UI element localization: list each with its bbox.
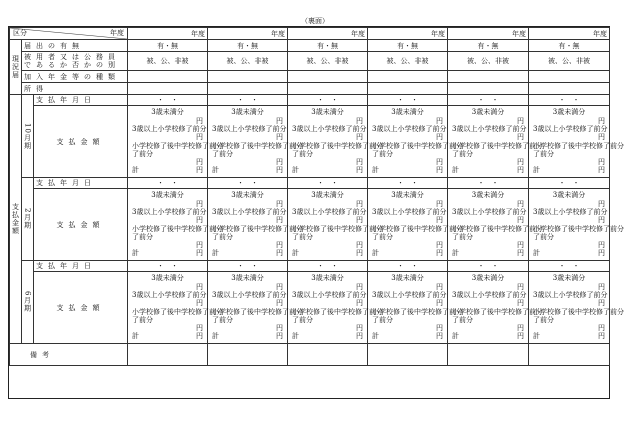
pre-primary-label: 3歳以上小学校修了前分: [372, 290, 447, 299]
under3-label: 3歳未満分: [231, 108, 264, 117]
yen-label: 円: [196, 216, 203, 225]
pay-date-1-5: ・ ・: [529, 178, 610, 189]
biko-cell-4: [448, 344, 529, 366]
pay-date-1-4: ・ ・: [448, 178, 529, 189]
pay-date-2-5: ・ ・: [529, 261, 610, 272]
yen-label: 円: [276, 199, 283, 208]
total-label: 計: [533, 249, 540, 258]
total-label: 計: [292, 249, 299, 258]
yen-label: 円: [276, 282, 283, 291]
yen-label: 円: [598, 133, 605, 142]
yen-label: 円: [598, 282, 605, 291]
yen-label: 円: [517, 249, 524, 258]
pay-date-2-4: ・ ・: [448, 261, 529, 272]
post-primary-label-cont: 了前分: [372, 232, 393, 241]
post-primary-label-cont: 了前分: [372, 149, 393, 158]
pre-primary-label: 3歳以上小学校修了前分: [212, 124, 287, 133]
yen-label: 円: [517, 116, 524, 125]
period-label-0: 10月期: [22, 95, 34, 178]
total-label: 計: [372, 166, 379, 175]
todokede-label: 届出の有無: [22, 40, 128, 52]
total-label: 計: [292, 332, 299, 341]
yen-label: 円: [276, 166, 283, 175]
post-primary-label: 小学校修了後中学校修了前分: [292, 307, 383, 316]
pay-cell-0-1: [208, 106, 303, 178]
under3-label: 3歳未満分: [151, 108, 184, 117]
post-primary-label: 小学校修了後中学校修了前分: [372, 307, 463, 316]
pay-cell-2-1: [208, 272, 303, 344]
yen-label: 円: [517, 299, 524, 308]
nendo-label: 年度: [110, 29, 124, 37]
yen-label: 円: [276, 241, 283, 250]
post-primary-label: 小学校修了後中学校修了前分: [452, 307, 543, 316]
post-primary-label: 小学校修了後中学校修了前分: [452, 141, 543, 150]
total-label: 計: [533, 166, 540, 175]
under3-label: 3歳未満分: [311, 274, 344, 283]
pre-primary-label: 3歳以上小学校修了前分: [292, 290, 367, 299]
yen-label: 円: [598, 116, 605, 125]
pay-cell-0-2: [288, 106, 383, 178]
yen-label: 円: [517, 324, 524, 333]
biko-cell-0: [128, 344, 208, 366]
total-label: 計: [292, 166, 299, 175]
yen-label: 円: [196, 282, 203, 291]
shotoku-cell-5: [529, 83, 610, 95]
yen-label: 円: [436, 158, 443, 167]
biko-cell-2: [288, 344, 368, 366]
pay-date-0-1: ・ ・: [208, 95, 288, 106]
post-primary-label-cont: 了前分: [533, 232, 554, 241]
under3-label: 3歳未満分: [391, 274, 424, 283]
pay-cell-2-4: [448, 272, 543, 344]
post-primary-label-cont: 了前分: [292, 149, 313, 158]
form-frame: [8, 26, 624, 399]
post-primary-label: 小学校修了後中学校修了前分: [292, 224, 383, 233]
hiyosha-label: 被用者又は公務員であるか否かの別: [22, 52, 128, 71]
post-primary-label: 小学校修了後中学校修了前分: [533, 224, 624, 233]
hiyosha-value-2: 被、公、非被: [288, 52, 368, 71]
yen-label: 円: [276, 133, 283, 142]
under3-label: 3歳未満分: [311, 108, 344, 117]
total-label: 計: [212, 166, 219, 175]
yen-label: 円: [196, 241, 203, 250]
yen-label: 円: [598, 324, 605, 333]
yen-label: 円: [356, 299, 363, 308]
pre-primary-label: 3歳以上小学校修了前分: [212, 207, 287, 216]
post-primary-label-cont: 了前分: [533, 315, 554, 324]
yen-label: 円: [436, 241, 443, 250]
yen-label: 円: [598, 216, 605, 225]
yen-label: 円: [196, 299, 203, 308]
shiharai-nengappi-label: 支払年月日: [34, 95, 128, 106]
pay-cell-2-0: [128, 272, 223, 344]
post-primary-label: 小学校修了後中学校修了前分: [212, 307, 303, 316]
pay-cell-2-5: [529, 272, 624, 344]
yen-label: 円: [436, 133, 443, 142]
pay-date-1-2: ・ ・: [288, 178, 368, 189]
pre-primary-label: 3歳以上小学校修了前分: [452, 290, 527, 299]
pay-date-0-2: ・ ・: [288, 95, 368, 106]
post-primary-label: 小学校修了後中学校修了前分: [212, 224, 303, 233]
pay-date-1-3: ・ ・: [368, 178, 448, 189]
hiyosha-value-0: 被、公、非被: [128, 52, 208, 71]
yen-label: 円: [436, 299, 443, 308]
pay-cell-0-4: [448, 106, 543, 178]
yen-label: 円: [356, 216, 363, 225]
post-primary-label-cont: 了前分: [452, 315, 473, 324]
yen-label: 円: [196, 166, 203, 175]
total-label: 計: [212, 332, 219, 341]
hiyosha-value-4: 被、公、非被: [448, 52, 529, 71]
under3-label: 3歳未満分: [231, 274, 264, 283]
yen-label: 円: [436, 116, 443, 125]
genkyo-label: 現況届: [10, 40, 22, 95]
kanyu-label: 加入年金等の種類: [22, 71, 128, 83]
post-primary-label: 小学校修了後中学校修了前分: [372, 141, 463, 150]
pay-cell-1-0: [128, 189, 223, 261]
pay-date-2-1: ・ ・: [208, 261, 288, 272]
pre-primary-label: 3歳以上小学校修了前分: [372, 124, 447, 133]
yen-label: 円: [598, 241, 605, 250]
todokede-value-5: 有・無: [529, 40, 610, 52]
year-header-4: 年度: [448, 28, 529, 40]
yen-label: 円: [356, 133, 363, 142]
yen-label: 円: [436, 332, 443, 341]
yen-label: 円: [196, 332, 203, 341]
shotoku-cell-4: [448, 83, 529, 95]
under3-label: 3歳未満分: [391, 191, 424, 200]
post-primary-label-cont: 了前分: [292, 232, 313, 241]
kanyu-cell-5: [529, 71, 610, 83]
shiharai-nengappi-label: 支払年月日: [34, 261, 128, 272]
todokede-value-4: 有・無: [448, 40, 529, 52]
total-label: 計: [452, 249, 459, 258]
pay-cell-1-3: [368, 189, 463, 261]
post-primary-label-cont: 了前分: [452, 232, 473, 241]
post-primary-label-cont: 了前分: [132, 149, 153, 158]
hiyosha-value-3: 被、公、非被: [368, 52, 448, 71]
under3-label: 3歳未満分: [471, 108, 505, 117]
pay-date-2-0: ・ ・: [128, 261, 208, 272]
post-primary-label-cont: 了前分: [212, 315, 233, 324]
yen-label: 円: [598, 158, 605, 167]
pay-cell-0-3: [368, 106, 463, 178]
under3-label: 3歳未満分: [391, 108, 424, 117]
yen-label: 円: [356, 158, 363, 167]
post-primary-label: 小学校修了後中学校修了前分: [533, 141, 624, 150]
yen-label: 円: [517, 133, 524, 142]
kanyu-cell-2: [288, 71, 368, 83]
post-primary-label: 小学校修了後中学校修了前分: [212, 141, 303, 150]
under3-label: 3歳未満分: [552, 108, 586, 117]
yen-label: 円: [517, 216, 524, 225]
total-label: 計: [452, 166, 459, 175]
post-primary-label: 小学校修了後中学校修了前分: [132, 224, 223, 233]
yen-label: 円: [436, 249, 443, 258]
shiharai-kingaku-label: 支払金額: [34, 272, 128, 344]
yen-label: 円: [276, 332, 283, 341]
biko-label: 備考: [10, 344, 128, 366]
pre-primary-label: 3歳以上小学校修了前分: [292, 207, 367, 216]
pay-cell-0-0: [128, 106, 223, 178]
under3-label: 3歳未満分: [471, 274, 505, 283]
pre-primary-label: 3歳以上小学校修了前分: [372, 207, 447, 216]
shiharai-kingaku-label: 支払金額: [34, 189, 128, 261]
todokede-value-3: 有・無: [368, 40, 448, 52]
under3-label: 3歳未満分: [231, 191, 264, 200]
yen-label: 円: [196, 324, 203, 333]
year-header-5: 年度: [529, 28, 610, 40]
yen-label: 円: [276, 116, 283, 125]
pay-cell-1-5: [529, 189, 624, 261]
biko-cell-3: [368, 344, 448, 366]
pre-primary-label: 3歳以上小学校修了前分: [132, 290, 207, 299]
yen-label: 円: [356, 199, 363, 208]
yen-label: 円: [436, 282, 443, 291]
total-label: 計: [132, 166, 139, 175]
under3-label: 3歳未満分: [311, 191, 344, 200]
under3-label: 3歳未満分: [552, 274, 586, 283]
yen-label: 円: [517, 166, 524, 175]
post-primary-label-cont: 了前分: [132, 315, 153, 324]
kanyu-cell-1: [208, 71, 288, 83]
shiharai-nengappi-label: 支払年月日: [34, 178, 128, 189]
pay-date-1-0: ・ ・: [128, 178, 208, 189]
yen-label: 円: [598, 332, 605, 341]
pre-primary-label: 3歳以上小学校修了前分: [533, 290, 608, 299]
shotoku-cell-0: [128, 83, 208, 95]
post-primary-label-cont: 了前分: [212, 232, 233, 241]
todokede-value-1: 有・無: [208, 40, 288, 52]
post-primary-label-cont: 了前分: [533, 149, 554, 158]
shotoku-label: 所得: [22, 83, 128, 95]
hiyosha-value-1: 被、公、非被: [208, 52, 288, 71]
post-primary-label: 小学校修了後中学校修了前分: [452, 224, 543, 233]
pay-cell-2-3: [368, 272, 463, 344]
yen-label: 円: [517, 158, 524, 167]
under3-label: 3歳未満分: [151, 191, 184, 200]
post-primary-label-cont: 了前分: [372, 315, 393, 324]
pay-cell-1-4: [448, 189, 543, 261]
post-primary-label-cont: 了前分: [292, 315, 313, 324]
kanyu-cell-3: [368, 71, 448, 83]
pre-primary-label: 3歳以上小学校修了前分: [212, 290, 287, 299]
yen-label: 円: [356, 324, 363, 333]
form-table: [9, 27, 624, 366]
pay-cell-0-5: [529, 106, 624, 178]
yen-label: 円: [276, 249, 283, 258]
shotoku-cell-2: [288, 83, 368, 95]
post-primary-label: 小学校修了後中学校修了前分: [132, 307, 223, 316]
pre-primary-label: 3歳以上小学校修了前分: [132, 124, 207, 133]
yen-label: 円: [196, 199, 203, 208]
yen-label: 円: [356, 282, 363, 291]
yen-label: 円: [196, 158, 203, 167]
shotoku-cell-1: [208, 83, 288, 95]
total-label: 計: [372, 249, 379, 258]
yen-label: 円: [276, 158, 283, 167]
post-primary-label: 小学校修了後中学校修了前分: [533, 307, 624, 316]
yen-label: 円: [598, 299, 605, 308]
pay-date-1-1: ・ ・: [208, 178, 288, 189]
yen-label: 円: [436, 216, 443, 225]
post-primary-label-cont: 了前分: [212, 149, 233, 158]
kanyu-cell-4: [448, 71, 529, 83]
total-label: 計: [533, 332, 540, 341]
pre-primary-label: 3歳以上小学校修了前分: [452, 124, 527, 133]
todokede-value-0: 有・無: [128, 40, 208, 52]
pre-primary-label: 3歳以上小学校修了前分: [533, 207, 608, 216]
year-header-2: 年度: [288, 28, 368, 40]
pay-date-0-0: ・ ・: [128, 95, 208, 106]
todokede-value-2: 有・無: [288, 40, 368, 52]
pay-cell-1-1: [208, 189, 303, 261]
pay-cell-2-2: [288, 272, 383, 344]
yen-label: 円: [436, 166, 443, 175]
pay-date-0-3: ・ ・: [368, 95, 448, 106]
yen-label: 円: [276, 324, 283, 333]
yen-label: 円: [356, 332, 363, 341]
kubun-nendo-header: [10, 28, 128, 40]
year-header-1: 年度: [208, 28, 288, 40]
yen-label: 円: [356, 116, 363, 125]
yen-label: 円: [517, 282, 524, 291]
pay-cell-1-2: [288, 189, 383, 261]
yen-label: 円: [436, 199, 443, 208]
yen-label: 円: [196, 249, 203, 258]
yen-label: 円: [598, 249, 605, 258]
under3-label: 3歳未満分: [471, 191, 505, 200]
kanyu-cell-0: [128, 71, 208, 83]
yen-label: 円: [356, 249, 363, 258]
kubun-label: 区分: [13, 29, 27, 37]
year-header-3: 年度: [368, 28, 448, 40]
shotoku-cell-3: [368, 83, 448, 95]
yen-label: 円: [356, 166, 363, 175]
yen-label: 円: [276, 216, 283, 225]
post-primary-label: 小学校修了後中学校修了前分: [132, 141, 223, 150]
yen-label: 円: [517, 199, 524, 208]
total-label: 計: [212, 249, 219, 258]
pay-date-0-5: ・ ・: [529, 95, 610, 106]
under3-label: 3歳未満分: [151, 274, 184, 283]
biko-cell-1: [208, 344, 288, 366]
pre-primary-label: 3歳以上小学校修了前分: [132, 207, 207, 216]
total-label: 計: [132, 249, 139, 258]
yen-label: 円: [517, 332, 524, 341]
shiharai-label: 支払金額: [10, 95, 22, 344]
post-primary-label-cont: 了前分: [452, 149, 473, 158]
total-label: 計: [132, 332, 139, 341]
pay-date-0-4: ・ ・: [448, 95, 529, 106]
post-primary-label: 小学校修了後中学校修了前分: [292, 141, 383, 150]
total-label: 計: [452, 332, 459, 341]
under3-label: 3歳未満分: [552, 191, 586, 200]
shiharai-kingaku-label: 支払金額: [34, 106, 128, 178]
post-primary-label: 小学校修了後中学校修了前分: [372, 224, 463, 233]
yen-label: 円: [598, 166, 605, 175]
hiyosha-value-5: 被、公、非被: [529, 52, 610, 71]
year-header-0: 年度: [128, 28, 208, 40]
total-label: 計: [372, 332, 379, 341]
page-caption: （裏面）: [301, 17, 329, 25]
yen-label: 円: [436, 324, 443, 333]
period-label-2: 6月期: [22, 261, 34, 344]
yen-label: 円: [276, 299, 283, 308]
yen-label: 円: [356, 241, 363, 250]
pay-date-2-3: ・ ・: [368, 261, 448, 272]
yen-label: 円: [598, 199, 605, 208]
pre-primary-label: 3歳以上小学校修了前分: [452, 207, 527, 216]
pre-primary-label: 3歳以上小学校修了前分: [292, 124, 367, 133]
period-label-1: 2月期: [22, 178, 34, 261]
yen-label: 円: [196, 116, 203, 125]
yen-label: 円: [517, 241, 524, 250]
post-primary-label-cont: 了前分: [132, 232, 153, 241]
biko-cell-5: [529, 344, 610, 366]
pay-date-2-2: ・ ・: [288, 261, 368, 272]
yen-label: 円: [196, 133, 203, 142]
pre-primary-label: 3歳以上小学校修了前分: [533, 124, 608, 133]
